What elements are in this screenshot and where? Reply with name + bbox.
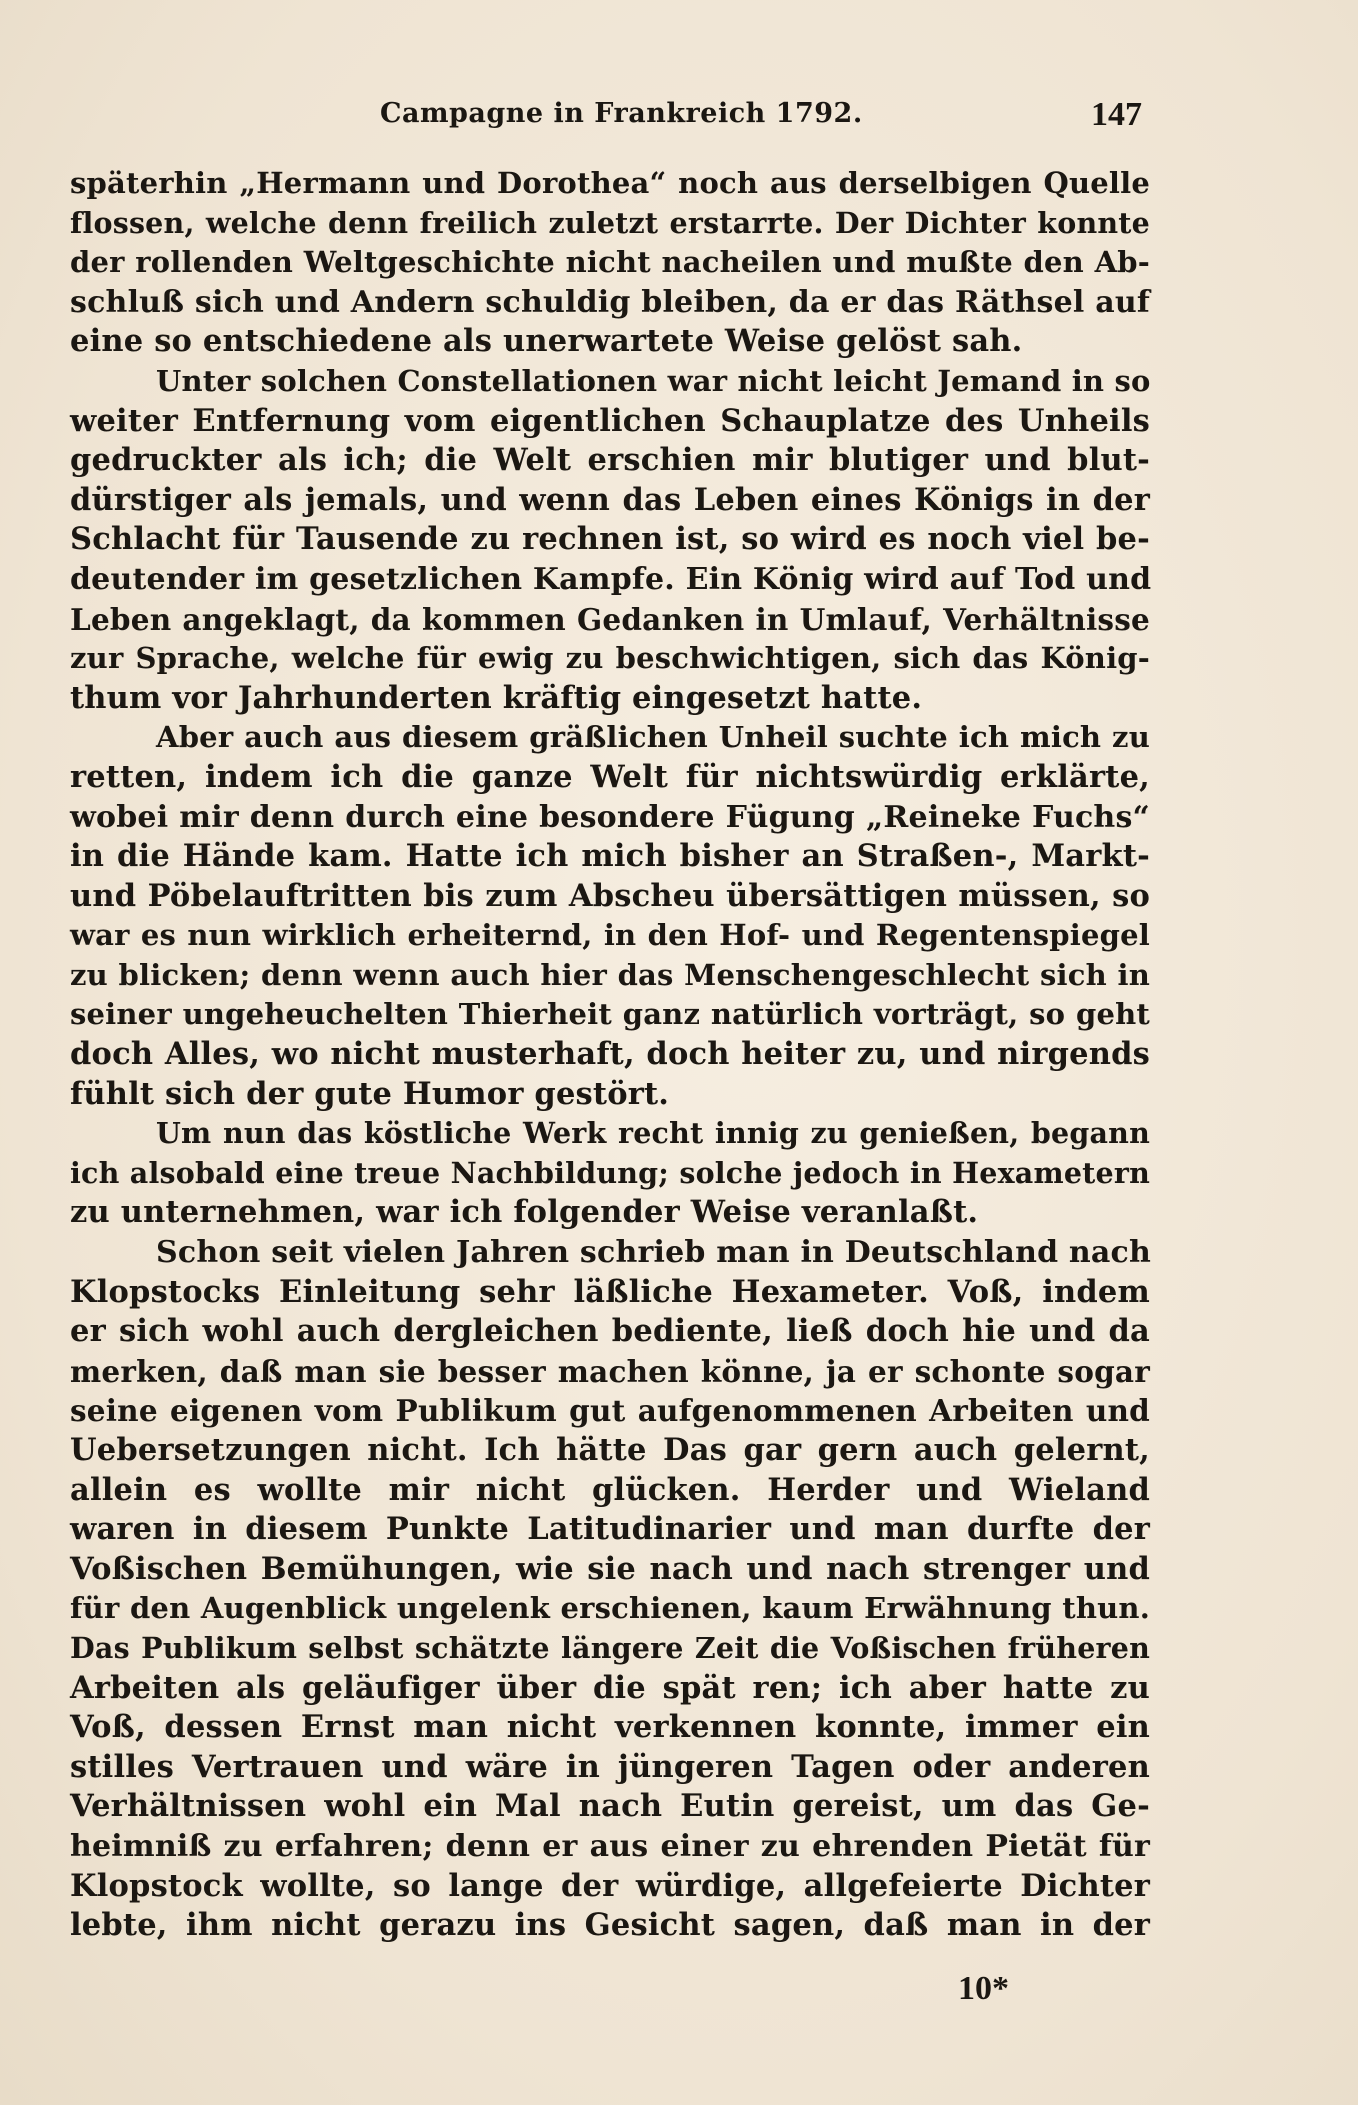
text-line: flossen, welche denn freilich zuletzt erstarrte. Der Dichter konnte	[70, 205, 1150, 240]
text-line: Arbeiten als geläufiger über die spät ren; ich aber hatte zu	[70, 1669, 1150, 1706]
text-line: ich alsobald eine treue Nachbildung; solche jedoch in Hexametern	[70, 1155, 1150, 1190]
text-line: für den Augenblick ungelenk erschienen, kaum Erwähnung thun.	[70, 1591, 1150, 1626]
text-line: und Pöbelauftritten bis zum Abscheu übersättigen müssen, so	[70, 877, 1150, 914]
body-text	[70, 164, 1150, 1946]
text-line: seine eigenen vom Publikum gut aufgenommenen Arbeiten und	[70, 1393, 1150, 1429]
text-line: seiner ungeheuchelten Thierheit ganz natürlich vorträgt, so geht	[70, 997, 1150, 1032]
text-line: zu blicken; denn wenn auch hier das Menschengeschlecht sich in	[70, 957, 1150, 992]
text-line: in die Hände kam. Hatte ich mich bisher an Straßen-, Markt-	[70, 838, 1150, 875]
text-line: wobei mir denn durch eine besondere Fügung „Reineke Fuchs“	[70, 799, 1150, 835]
text-line: Uebersetzungen nicht. Ich hätte Das gar gern auch gelernt,	[70, 1432, 1150, 1468]
page-header	[70, 96, 1150, 136]
text-line: Um nun das köstliche Werk recht innig zu genießen, begann	[156, 1116, 1150, 1151]
text-line: waren in diesem Punkte Latitudinarier und man durfte der	[70, 1511, 1150, 1548]
text-line: zur Sprache, welche für ewig zu beschwichtigen, sich das König-	[70, 641, 1150, 676]
text-line: merken, daß man sie besser machen könne, ja er schonte sogar	[70, 1353, 1150, 1389]
text-line: späterhin „Hermann und Dorothea“ noch aus derselbigen Quelle	[70, 166, 1150, 200]
text-line: Das Publikum selbst schätzte längere Zeit die Voßischen früheren	[70, 1630, 1150, 1665]
text-line: Klopstock wollte, so lange der würdige, allgefeierte Dichter	[70, 1867, 1150, 1904]
text-line: Klopstocks Einleitung sehr läßliche Hexameter. Voß, indem	[70, 1273, 1150, 1310]
text-line: stilles Vertrauen und wäre in jüngeren Tagen oder anderen	[70, 1748, 1150, 1785]
text-line: Voßischen Bemühungen, wie sie nach und nach strenger und	[70, 1550, 1150, 1587]
text-line: Verhältnissen wohl ein Mal nach Eutin gereist, um das Ge-	[70, 1788, 1150, 1825]
text-line: Schlacht für Tausende zu rechnen ist, so wird es noch viel be-	[70, 521, 1150, 558]
text-line: Unter solchen Constellationen war nicht leicht Jemand in so	[156, 363, 1151, 398]
signature-mark: 10*	[958, 1970, 1009, 2007]
text-line: Leben angeklagt, da kommen Gedanken in Umlauf, Verhältnisse	[70, 601, 1150, 637]
text-line: weiter Entfernung vom eigentlichen Schauplatze des Unheils	[70, 402, 1150, 439]
text-line: heimniß zu erfahren; denn er aus einer zu ehrenden Pietät für	[70, 1828, 1150, 1864]
text-line: Voß, dessen Ernst man nicht verkennen konnte, immer ein	[70, 1709, 1150, 1746]
text-line: fühlt sich der gute Humor gestört.	[70, 1075, 670, 1112]
text-line: Schon seit vielen Jahren schrieb man in Deutschland nach	[156, 1235, 1152, 1271]
text-line: dürstiger als jemals, und wenn das Leben eines Königs in der	[70, 481, 1150, 518]
running-head: Campagne in Frankreich 1792.	[380, 98, 863, 129]
text-line: schluß sich und Andern schuldig bleiben, da er das Räthsel auf	[70, 284, 1150, 320]
page-number: 147	[1091, 96, 1142, 133]
text-line: allein es wollte mir nicht glücken. Herder und Wieland	[70, 1471, 1150, 1508]
text-line: Aber auch aus diesem gräßlichen Unheil suchte ich mich zu	[156, 720, 1150, 755]
text-line: lebte, ihm nicht gerazu ins Gesicht sagen, daß man in der	[70, 1907, 1150, 1944]
text-line: thum vor Jahrhunderten kräftig eingesetzt hatte.	[70, 679, 923, 716]
text-line: doch Alles, wo nicht musterhaft, doch heiter zu, und nirgends	[70, 1036, 1150, 1073]
text-line: deutender im gesetzlichen Kampfe. Ein König wird auf Tod und	[70, 561, 1152, 597]
text-line: zu unternehmen, war ich folgender Weise veranlaßt.	[70, 1194, 979, 1231]
text-line: retten, indem ich die ganze Welt für nichtswürdig erklärte,	[70, 758, 1150, 795]
text-line: er sich wohl auch dergleichen bediente, ließ doch hie und da	[70, 1313, 1150, 1350]
text-line: gedruckter als ich; die Welt erschien mir blutiger und blut-	[70, 442, 1150, 479]
text-line: der rollenden Weltgeschichte nicht nacheilen und mußte den Ab-	[70, 245, 1150, 280]
text-line: eine so entschiedene als unerwartete Weise gelöst sah.	[70, 323, 1023, 360]
text-line: war es nun wirklich erheiternd, in den Hof- und Regentenspiegel	[70, 918, 1150, 953]
